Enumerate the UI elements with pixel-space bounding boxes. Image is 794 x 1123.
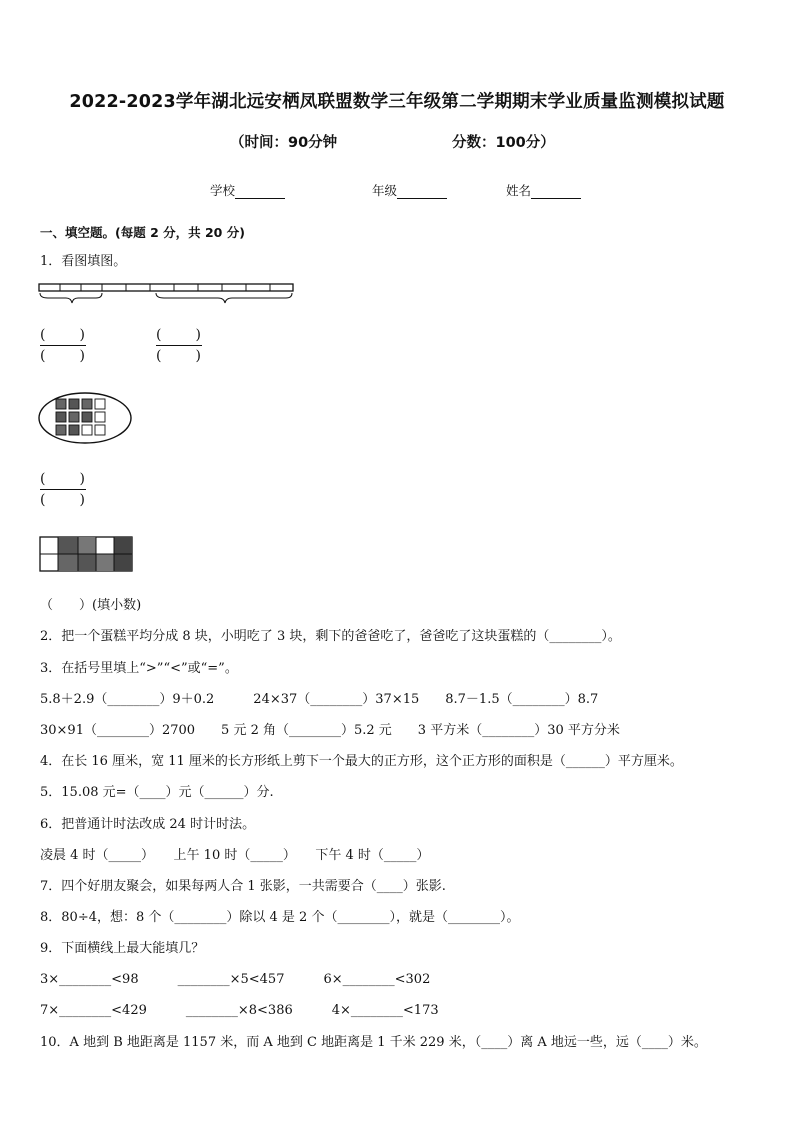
segmented-strip-figure [38,282,296,308]
question-8: 8．80÷4，想：8 个（________）除以 4 是 2 个（________），就是（________）。 [40,910,520,925]
question-9: 9．下面横线上最大能填几？ [40,941,205,956]
section-heading: 一、填空题。(每题 2 分，共 20 分) [40,225,245,240]
question-6-row: 凌晨 4 时（_____） 上午 10 时（_____） 下午 4 时（_____） [40,848,430,863]
oval-grid-figure [36,390,136,446]
question-2: 2．把一个蛋糕平均分成 8 块，小明吃了 3 块，剩下的爸爸吃了，爸爸吃了这块蛋糕的（________）。 [40,629,621,644]
shaded-strip-figure [38,535,138,573]
question-6: 6．把普通计时法改成 24 时计时法。 [40,817,256,832]
question-3-row-2: 30×91（________）2700 5 元 2 角（________）5.2 元 3 平方米（________）30 平方分米 [40,723,620,738]
question-4: 4．在长 16 厘米，宽 11 厘米的长方形纸上剪下一个最大的正方形，这个正方形的面积是（______）平方厘米。 [40,754,683,769]
fraction-blank[interactable]: ( ) ( ) [156,327,201,364]
question-5: 5．15.08 元=（____）元（______）分. [40,785,274,800]
question-7: 7．四个好朋友聚会，如果每两人合 1 张影，一共需要合（____）张影. [40,879,446,894]
question-1: 1．看图填图。 [40,254,127,269]
decimal-hint: （ ）(填小数) [40,598,142,613]
grade-field[interactable]: 年级 [372,181,447,199]
school-field[interactable]: 学校 [210,181,285,199]
fraction-blank[interactable]: ( ) ( ) [40,327,85,364]
page-title: 2022-2023学年湖北远安栖凤联盟数学三年级第二学期期末学业质量监测模拟试题 [69,92,725,112]
exam-time: （时间：90分钟 [230,135,338,151]
question-9-row-2: 7×________<429 ________×8<386 4×________<173 [40,1003,439,1018]
exam-score: 分数：100分） [452,135,555,151]
question-9-row-1: 3×________<98 ________×5<457 6×________<302 [40,972,431,987]
question-10: 10．A 地到 B 地距离是 1157 米，而 A 地到 C 地距离是 1 千米 229 米，（____）离 A 地远一些，远（____）米。 [40,1035,707,1050]
question-3-row-1: 5.8＋2.9（________）9＋0.2 24×37（________）37×15 8.7－1.5（________）8.7 [40,692,599,707]
fraction-blank[interactable]: ( ) ( ) [40,471,85,508]
question-3: 3．在括号里填上“>”“<”或“=”。 [40,661,238,676]
name-field[interactable]: 姓名 [506,181,581,199]
